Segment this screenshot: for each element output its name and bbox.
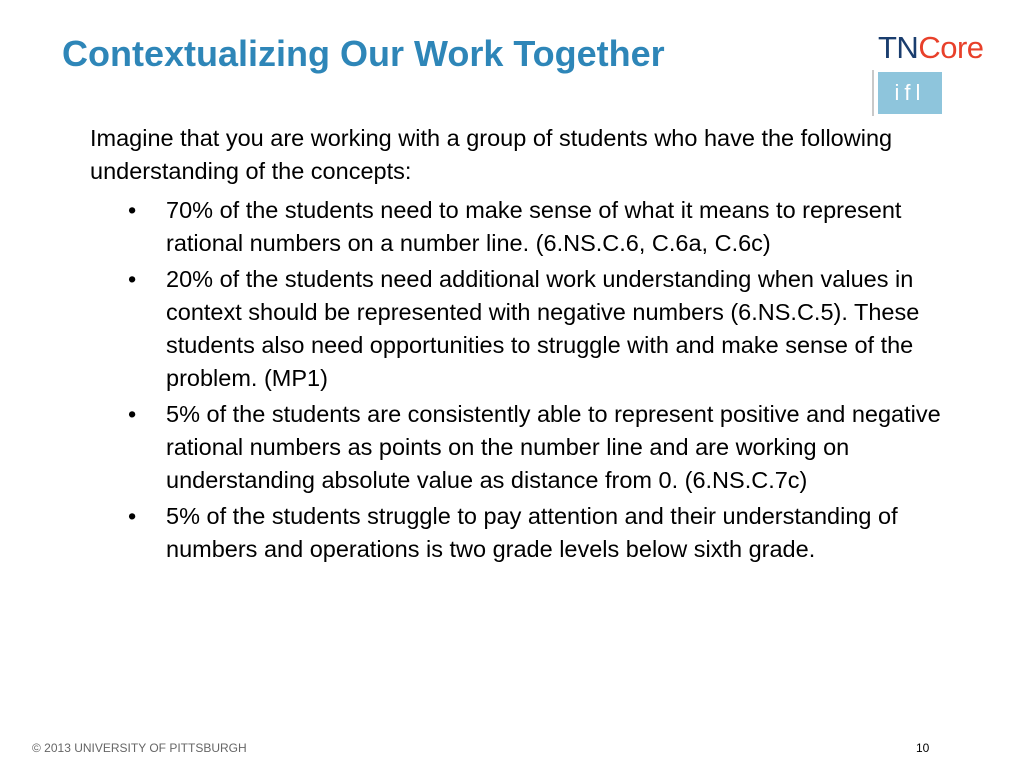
logo-tn-text: TN — [878, 30, 919, 65]
bullet-item — [90, 500, 950, 566]
tncore-ifl-logo — [872, 28, 1004, 118]
logo-core-text: Core — [918, 30, 984, 65]
bullet-item — [90, 194, 950, 260]
bullet-icon: • — [128, 197, 137, 223]
slide-title: Contextualizing Our Work Together — [62, 33, 665, 74]
bullet-text: 70% of the students need to make sense of what it means to represent rational numbers on a number line. (6.NS.C.6, C.6a, C.6c) — [166, 197, 902, 256]
footer-copyright: © 2013 UNIVERSITY OF PITTSBURGH — [32, 741, 247, 755]
bullet-list — [90, 194, 950, 566]
bullet-text: 5% of the students are consistently able to represent positive and negative rational numbers as points on the number line and are working on understanding absolute value as distance from 0. (6.NS.C.7c) — [166, 401, 941, 493]
bullet-item — [90, 398, 950, 497]
bullet-text: 20% of the students need additional work understanding when values in context should be represented with negative numbers (6.NS.C.5). These students also need opportunities to struggle with and make sense of the problem. (MP1) — [166, 266, 920, 391]
bullet-text: 5% of the students struggle to pay attention and their understanding of numbers and operations is two grade levels below sixth grade. — [166, 503, 898, 562]
tncore-logo-wordmark — [878, 28, 984, 68]
intro-text: Imagine that you are working with a group of students who have the following understanding of the concepts: — [90, 125, 893, 184]
logo-divider — [872, 70, 874, 116]
bullet-icon: • — [128, 401, 137, 427]
bullet-icon: • — [128, 266, 137, 292]
bullet-item — [90, 263, 950, 395]
ifl-logo-box: ifl — [878, 72, 942, 114]
slide-page-number: 10 — [916, 741, 930, 755]
slide-body — [90, 122, 950, 569]
bullet-icon: • — [128, 503, 137, 529]
